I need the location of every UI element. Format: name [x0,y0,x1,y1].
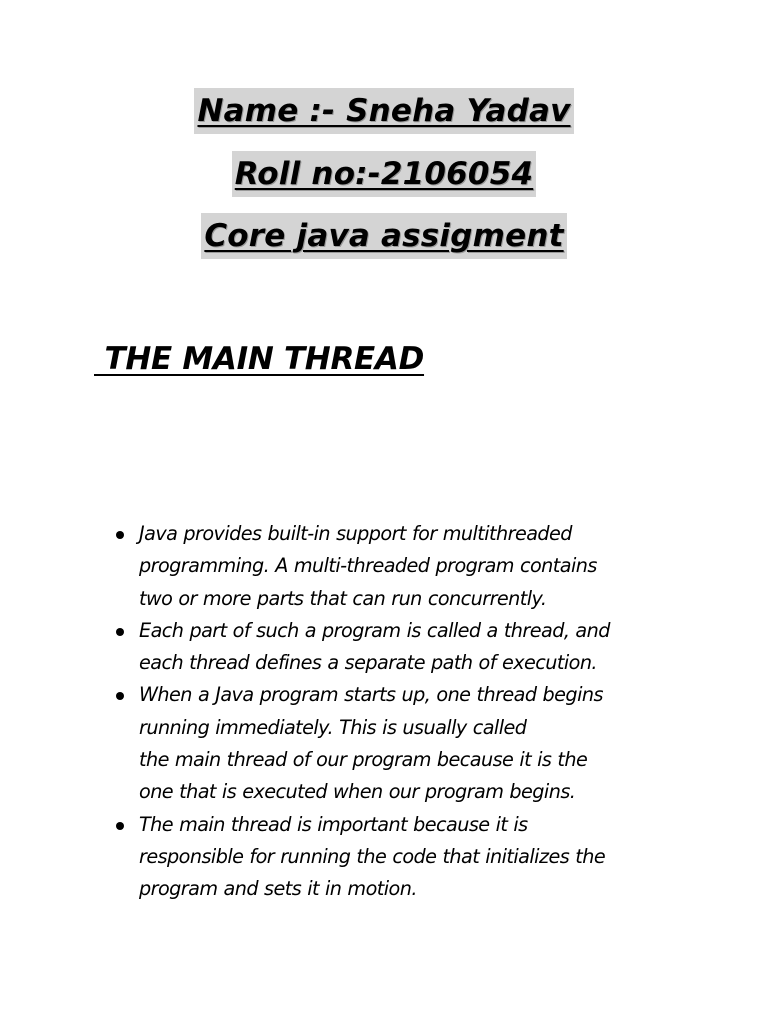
student-name-text: Name :- Sneha Yadav [194,88,573,134]
list-item-line: one that is executed when our program begins. [139,780,576,804]
list-item-line: program and sets it in motion. [139,877,417,901]
student-name-line [0,88,768,134]
roll-number-text: Roll no:-2106054 [232,151,537,197]
list-item [113,809,693,906]
list-item-line: Each part of such a program is called a thread, and [139,618,610,642]
assignment-title-text: Core java assigment [201,213,566,259]
list-item-line: two or more parts that can run concurrently. [139,586,547,610]
list-item-line: the main thread of our program because it is the [139,748,588,772]
roll-number-line [0,151,768,197]
assignment-title-line [0,213,768,259]
bullet-icon [116,628,124,636]
list-item-line: programming. A multi-threaded program contains [139,554,597,578]
list-item [113,679,693,808]
list-item [113,615,693,680]
bullet-list [113,518,693,906]
list-item-line: Java provides built-in support for multithreaded [139,522,572,545]
bullet-icon [116,692,124,700]
section-heading: THE MAIN THREAD [94,341,425,377]
list-item-line: running immediately. This is usually called [139,715,527,739]
list-item-line: The main thread is important because it is [139,812,528,836]
bullet-icon [116,531,124,539]
list-item-line: each thread defines a separate path of execution. [139,651,597,675]
bullet-icon [116,822,124,830]
list-item [113,518,693,615]
list-item-line: When a Java program starts up, one thread begins [139,683,603,707]
list-item-line: responsible for running the code that initializes the [139,844,606,868]
